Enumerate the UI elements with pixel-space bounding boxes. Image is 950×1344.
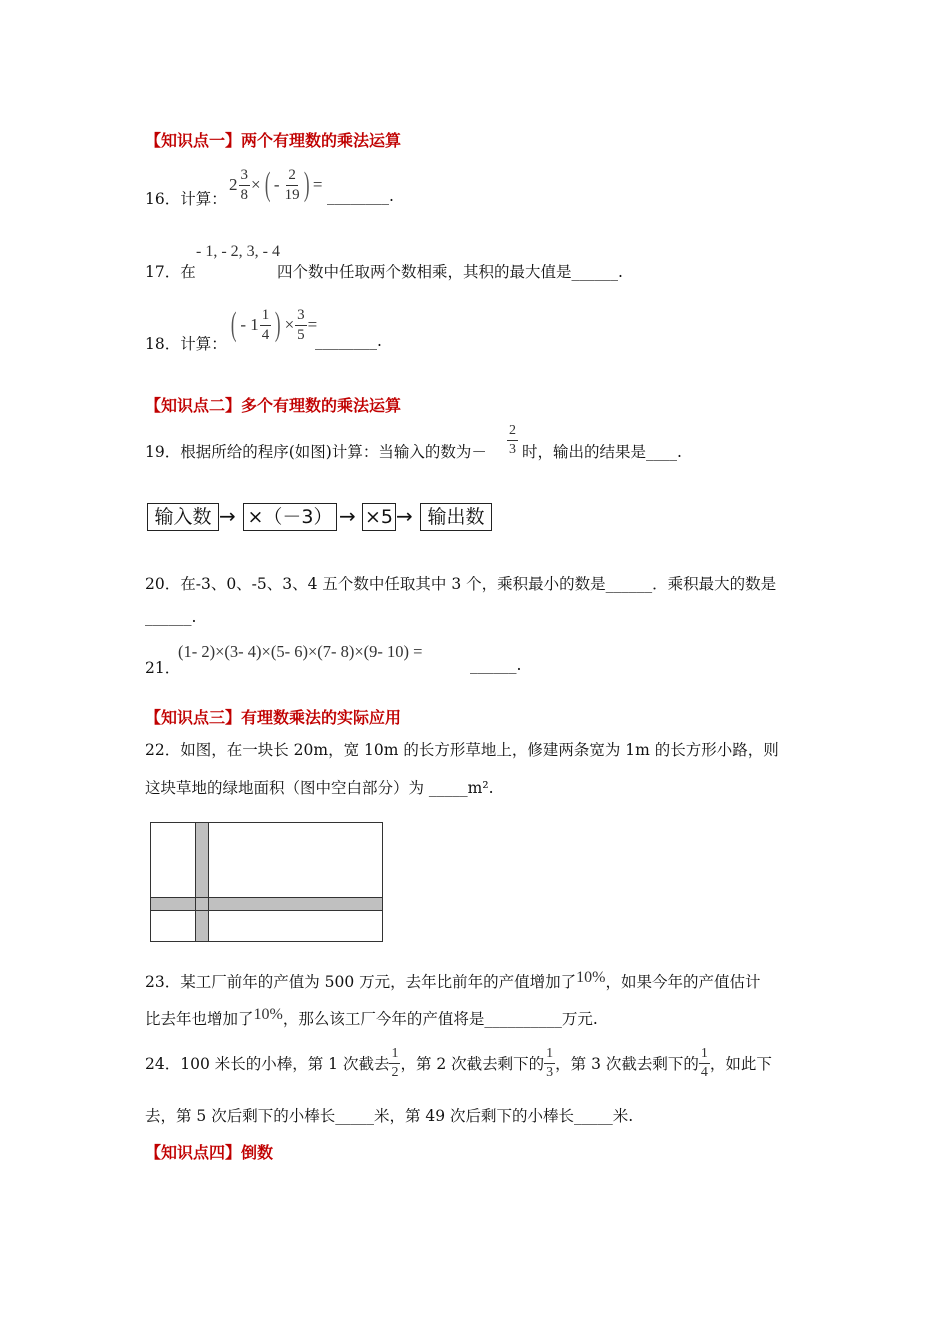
fraction-numerator: 3 — [295, 308, 307, 326]
right-paren: ) — [275, 306, 281, 343]
flow-arrow-icon: → — [339, 504, 356, 528]
flow-output-box: 输出数 — [420, 503, 492, 531]
question-16-label: 16．计算： — [145, 190, 227, 208]
grass-field-figure — [150, 822, 383, 942]
times-sign: × — [251, 175, 261, 194]
vertical-path — [195, 823, 209, 941]
section-heading-4: 【知识点四】倒数 — [145, 1143, 274, 1162]
question-23-line2: 比去年也增加了10%，那么该工厂今年的产值将是__________万元. — [145, 1006, 598, 1028]
flow-multiply-neg3-box: ×（－3） — [243, 503, 337, 531]
left-paren: ( — [230, 306, 237, 343]
fraction-numerator: 3 — [239, 168, 251, 186]
question-22-line1: 22．如图，在一块长 20m，宽 10m 的长方形草地上，修建两条宽为 1m 的长方形小路，则 — [145, 741, 779, 759]
section-heading-2: 【知识点二】多个有理数的乘法运算 — [145, 396, 402, 415]
answer-blank: ________. — [315, 332, 382, 350]
right-paren: ) — [303, 166, 310, 203]
flow-input-box: 输入数 — [147, 503, 219, 531]
whole-number: 2 — [229, 175, 238, 194]
answer-blank: ________. — [327, 187, 394, 205]
program-flow-diagram — [145, 503, 495, 533]
fraction-one-quarter: $\frac{1}{4}$ — [700, 1045, 708, 1080]
fraction-numerator: 2 — [286, 168, 298, 186]
question-19-prefix: 19．根据所给的程序(如图)计算：当输入的数为－ — [145, 443, 487, 461]
fraction-one-half: $\frac{1}{2}$ — [391, 1045, 399, 1080]
fraction-denominator: 5 — [297, 326, 305, 343]
fraction-denominator: 8 — [240, 186, 248, 203]
flow-arrow-icon: → — [396, 504, 413, 528]
question-21-expression: (1- 2)×(3- 4)×(5- 6)×(7- 8)×(9- 10) = — [178, 642, 423, 661]
flow-arrow-icon: → — [219, 504, 236, 528]
negative-sign: - — [273, 175, 280, 194]
fraction-denominator: 19 — [284, 186, 300, 203]
percent-value: 10% — [253, 1006, 283, 1023]
question-17-math: - 1, - 2, 3, - 4 — [196, 243, 280, 260]
question-24-line1: 24．100 米长的小棒，第 1 次截去 $\frac{1}{2}$ ，第 2 次截去剩下的 $\frac{1}{3}$ ，第 3 次截去剩下的 $\frac{1}{4}$ ，如此下 — [145, 1045, 772, 1080]
question-24-line2: 去，第 5 次后剩下的小棒长_____米，第 49 次后剩下的小棒长_____米. — [145, 1107, 634, 1125]
equals-sign: = — [307, 315, 318, 334]
equals-sign: = — [312, 175, 323, 194]
times-sign: × — [284, 315, 295, 334]
path-intersection — [195, 897, 209, 911]
section-heading-1: 【知识点一】两个有理数的乘法运算 — [145, 131, 402, 150]
fraction-numerator: 1 — [260, 308, 272, 326]
mixed-number: - 1 — [240, 315, 259, 334]
fraction-two-thirds: $\frac{2}{3}$ — [509, 423, 516, 457]
question-22-line2: 这块草地的绿地面积（图中空白部分）为 _____m². — [145, 779, 494, 797]
fraction-denominator: 4 — [261, 326, 270, 343]
fraction-one-third: $\frac{1}{3}$ — [546, 1045, 554, 1080]
question-19-suffix: 时，输出的结果是____. — [522, 443, 682, 461]
question-21-label: 21． — [145, 659, 181, 677]
question-20-line1: 20．在-3、0、-5、3、4 五个数中任取其中 3 个，乘积最小的数是______．乘积最大的数是 — [145, 575, 777, 593]
question-20-line2: ______. — [145, 608, 197, 626]
percent-value: 10% — [576, 969, 606, 986]
horizontal-path — [151, 897, 382, 911]
section-heading-3: 【知识点三】有理数乘法的实际应用 — [145, 708, 402, 727]
left-paren: ( — [264, 166, 271, 203]
answer-blank: ______. — [470, 656, 522, 674]
question-17-text: 四个数中任取两个数相乘，其积的最大值是______. — [277, 263, 623, 281]
question-18-label: 18．计算： — [145, 335, 227, 353]
flow-multiply-5-box: ×5 — [362, 503, 396, 531]
question-23-line1: 23．某工厂前年的产值为 500 万元，去年比前年的产值增加了10%，如果今年的产值估计 — [145, 969, 761, 991]
question-17-prefix: 17．在 — [145, 263, 196, 281]
